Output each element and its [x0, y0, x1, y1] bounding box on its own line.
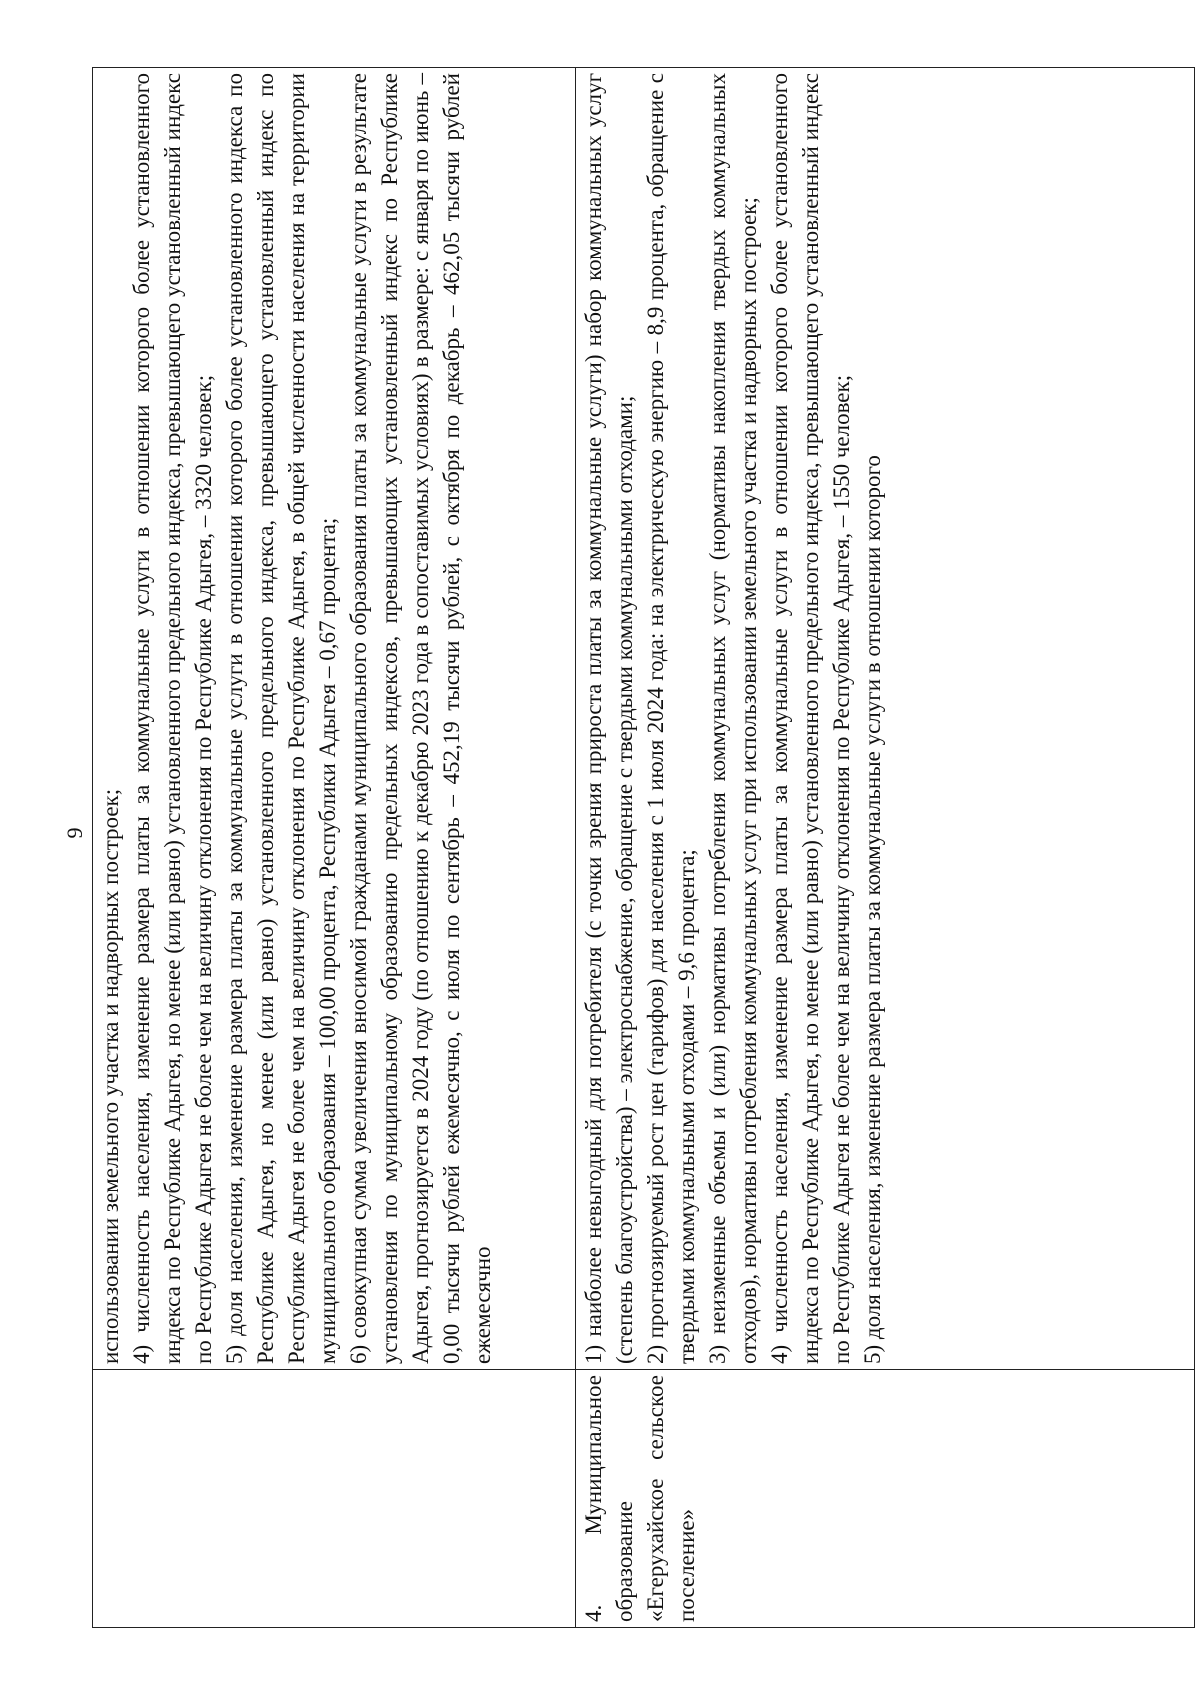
table-row [576, 68, 1195, 1628]
list-item: 5) доля населения, изменение размера платы за коммунальные услуги в отношении которого [860, 455, 885, 1364]
table-row [93, 68, 576, 1628]
list-item: 2) прогнозируемый рост цен (тарифов) для населения с 1 июля 2024 года: на электрическую энергию – 8,9 процента, обращение с твердыми коммунальными отходами – 9,6 процента; [643, 73, 699, 1364]
page-number: 9 [62, 827, 87, 839]
municipality-cell: 4. Муниципальное образование «Егерухайское сельское поселение» [576, 1370, 1195, 1628]
list-item: 6) совокупная сумма увеличения вносимой гражданами муниципального образования платы за коммунальные услуги в результате установления по муниципальному образованию предельных индексов, превышающих установленный индекс по Республике Адыгея, прогнозируется в 2024 году (по отношению к декабрю 2023 года в сопоставимых условиях) в размере: с января по июнь – 0,00 тысячи рублей ежемесячно, с июля по сентябрь – 452,19 тысячи рублей, с октября по декабрь – 462,05 тысячи рублей ежемесячно [346, 73, 495, 1364]
tariff-table [92, 67, 1195, 1628]
description-cell [576, 68, 1195, 1370]
list-item: 4) численность населения, изменение размера платы за коммунальные услуги в отношении которого более установленного индекса по Республике Адыгея, но менее (или равно) установленного предельного индекса, превышающего установленный индекс по Республике Адыгея не более чем на величину отклонения по Республике Адыгея, – 3320 человек; [129, 73, 216, 1364]
rotated-page [92, 68, 1200, 1628]
list-item: 5) доля населения, изменение размера платы за коммунальные услуги в отношении которого более установленного индекса по Республике Адыгея, но менее (или равно) установленного предельного индекса, превышающего установленный индекс по Республике Адыгея не более чем на величину отклонения по Республике Адыгея, в общей численности населения на территории муниципального образования – 100,00 процента, Республики Адыгея – 0,67 процента; [222, 73, 340, 1364]
municipality-cell [93, 1370, 576, 1628]
list-item: 4) численность населения, изменение размера платы за коммунальные услуги в отношении которого более установленного индекса по Республике Адыгея, но менее (или равно) установленного предельного индекса, превышающего установленный индекс по Республике Адыгея не более чем на величину отклонения по Республике Адыгея, – 1550 человек; [767, 73, 854, 1364]
list-item: 1) наиболее невыгодный для потребителя (с точки зрения прироста платы за коммунальные услуги) набор коммунальных услуг (степень благоустройства) – электроснабжение, обращение с твердыми коммунальными отходами; [581, 73, 637, 1364]
description-cell [93, 68, 576, 1370]
list-item: 3) неизменные объемы и (или) нормативы потребления коммунальных услуг (нормативы накопления твердых коммунальных отходов), нормативы потребления коммунальных услуг при использовании земельного участка и надворных построек; [705, 73, 761, 1364]
list-item: использовании земельного участка и надворных построек; [98, 788, 123, 1364]
